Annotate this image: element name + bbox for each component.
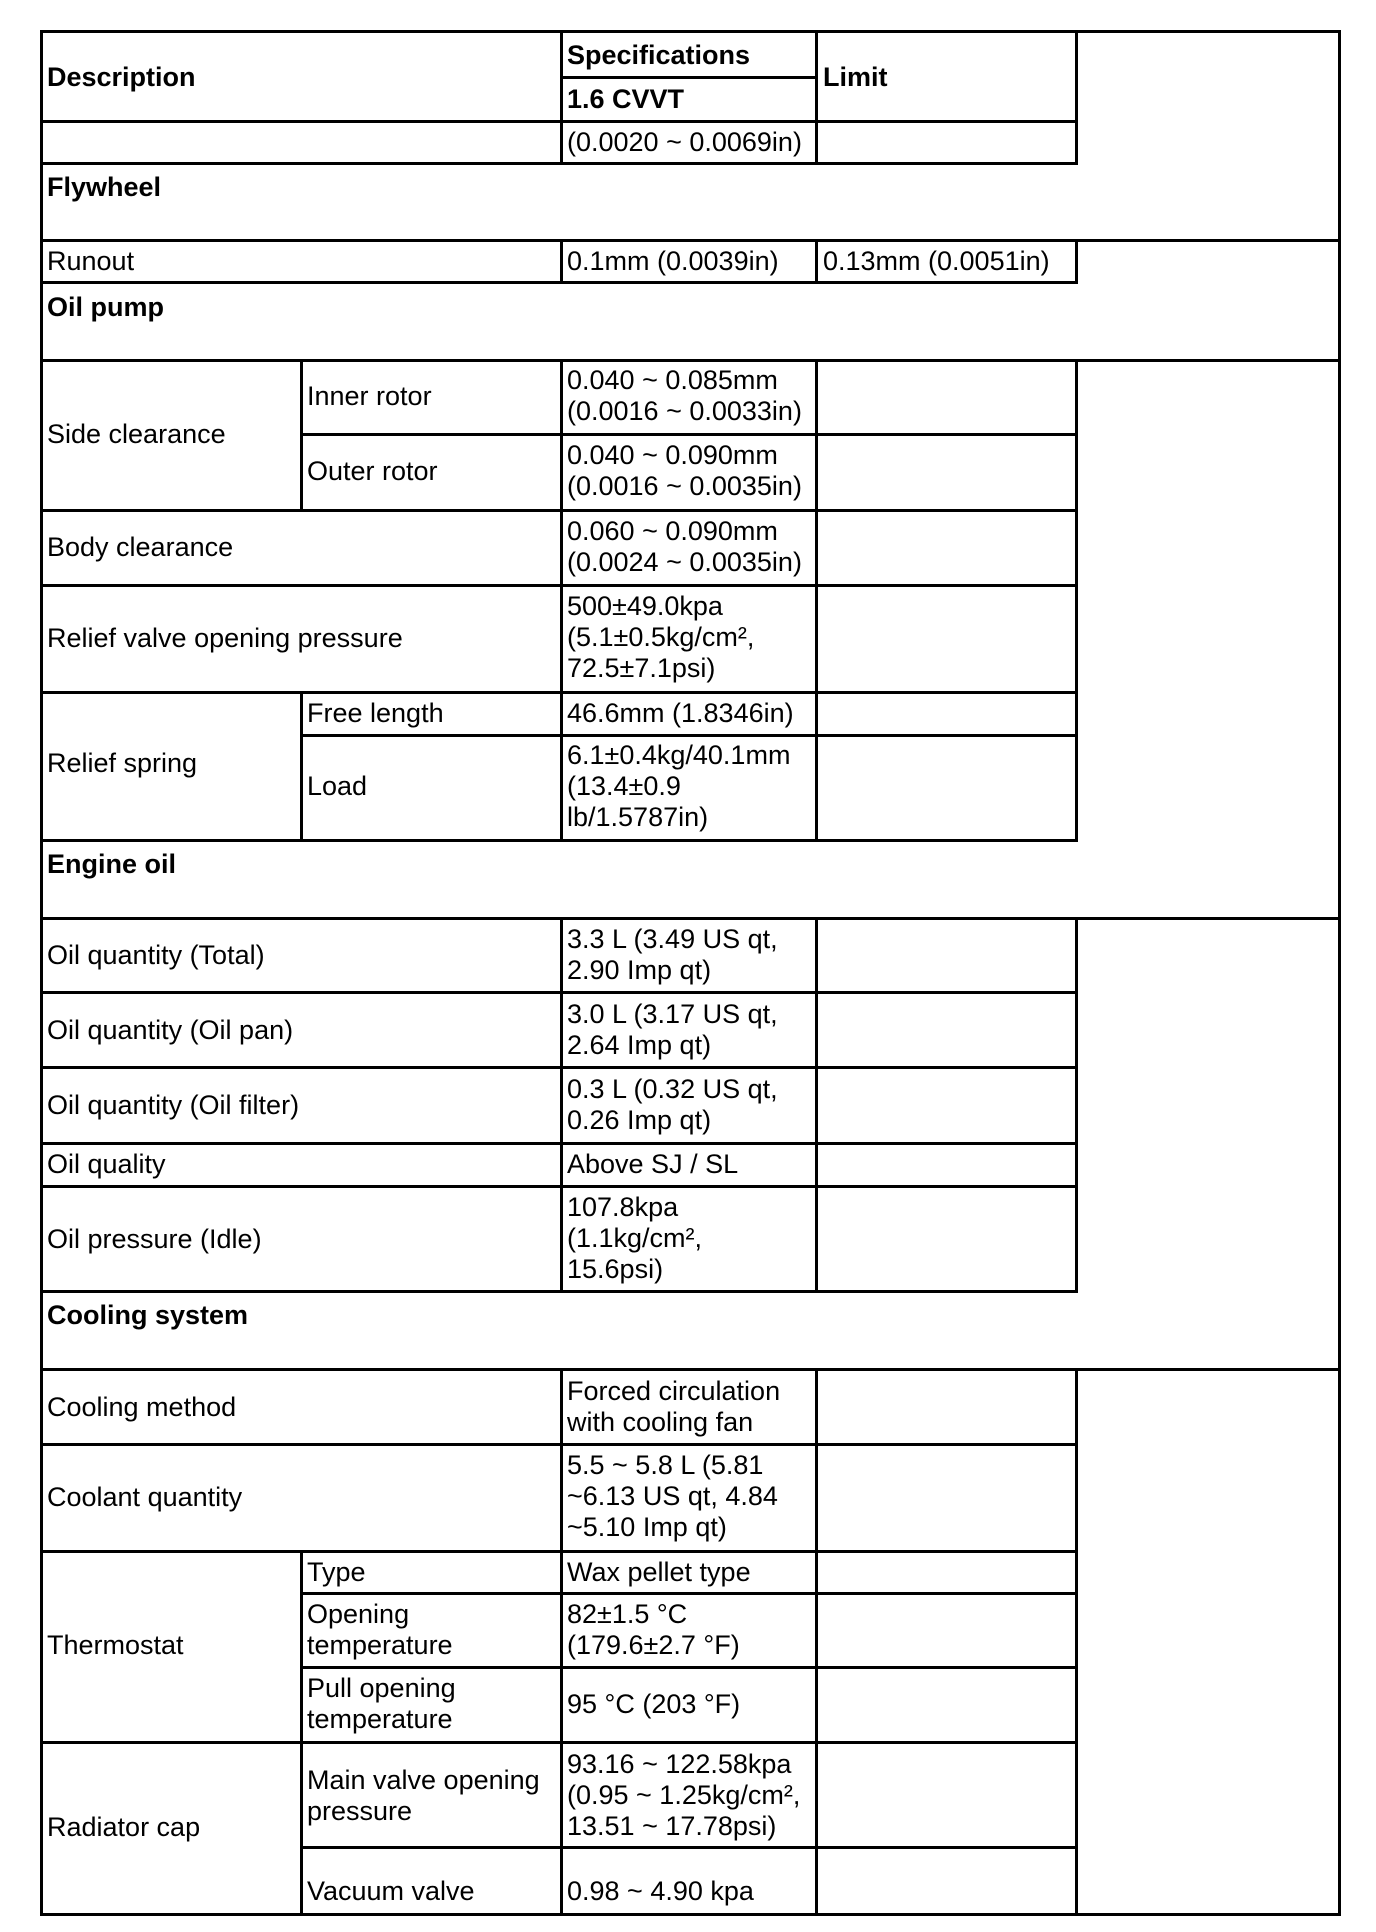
rule-spec-left-4 <box>560 917 563 1293</box>
rule-limit-left-5 <box>815 1368 818 1916</box>
carryover-spec: (0.0020 ~ 0.0069in) <box>567 127 802 157</box>
oil-pressure-label: Oil pressure (Idle) <box>47 1224 262 1254</box>
rule-header-split <box>560 76 818 79</box>
cooling-method-spec-l2: with cooling fan <box>567 1407 754 1437</box>
rule-right <box>1338 30 1341 1916</box>
thermostat-label: Thermostat <box>47 1630 184 1660</box>
oil-pressure-spec-l3: 15.6psi) <box>567 1254 664 1284</box>
main-valve-label-l2: pressure <box>307 1796 413 1826</box>
rule-sub-left-cooling <box>300 1550 303 1916</box>
thermostat-type-label: Type <box>307 1557 366 1587</box>
opening-temp-spec-l2: (179.6±2.7 °F) <box>567 1630 740 1660</box>
rule-thermostat-bottom <box>40 1741 1078 1744</box>
vacuum-valve-spec: 0.98 ~ 4.90 kpa <box>567 1876 754 1906</box>
rule-total-bottom <box>40 991 1078 994</box>
cooling-method-spec-l1: Forced circulation <box>567 1376 781 1406</box>
rule-flywheel-bottom <box>40 239 1341 242</box>
relief-valve-label: Relief valve opening pressure <box>47 623 403 653</box>
rule-carryover-bottom <box>40 162 1078 165</box>
relief-spring-label: Relief spring <box>47 748 198 778</box>
relief-valve-spec-l3: 72.5±7.1psi) <box>567 653 716 683</box>
pull-temp-spec: 95 °C (203 °F) <box>567 1689 741 1719</box>
inner-rotor-spec-l2: (0.0016 ~ 0.0033in) <box>567 396 802 426</box>
body-clearance-label: Body clearance <box>47 532 234 562</box>
oil-pan-spec-l2: 2.64 Imp qt) <box>567 1030 712 1060</box>
rule-limit-right-3 <box>1075 359 1078 842</box>
rule-side-clearance-bottom <box>40 509 1078 512</box>
coolant-label: Coolant quantity <box>47 1482 243 1512</box>
rule-spec-left-3 <box>560 359 563 842</box>
outer-rotor-label: Outer rotor <box>307 456 438 486</box>
rule-inner-rotor-bottom <box>300 433 1078 436</box>
rule-limit-left-2 <box>815 239 818 284</box>
coolant-spec-l2: ~6.13 US qt, 4.84 <box>567 1481 778 1511</box>
rule-engineoil-bottom <box>40 917 1341 920</box>
rule-oilfilter-bottom <box>40 1142 1078 1145</box>
spec-table <box>40 30 1341 1916</box>
load-label: Load <box>307 771 368 801</box>
oil-filter-label: Oil quantity (Oil filter) <box>47 1090 300 1120</box>
rule-oilpan-bottom <box>40 1066 1078 1069</box>
rule-spec-left-1 <box>560 30 563 165</box>
oil-quality-label: Oil quality <box>47 1149 166 1179</box>
free-length-label: Free length <box>307 698 444 728</box>
opening-temp-label-l2: temperature <box>307 1630 453 1660</box>
pull-temp-label-l1: Pull opening <box>307 1673 456 1703</box>
rule-limit-left-1 <box>815 30 818 165</box>
rule-quality-bottom <box>40 1185 1078 1188</box>
rule-bottom <box>40 1913 1341 1916</box>
header-specifications: Specifications <box>567 40 751 70</box>
rule-spec-left-5 <box>560 1368 563 1916</box>
opening-temp-label-l1: Opening <box>307 1599 410 1629</box>
rule-spec-left-2 <box>560 239 563 284</box>
main-valve-spec-l1: 93.16 ~ 122.58kpa <box>567 1749 792 1779</box>
rule-runout-bottom <box>40 281 1078 284</box>
oil-pan-label: Oil quantity (Oil pan) <box>47 1015 294 1045</box>
main-valve-spec-l2: (0.95 ~ 1.25kg/cm², <box>567 1780 801 1810</box>
runout-spec: 0.1mm (0.0039in) <box>567 246 779 276</box>
runout-label: Runout <box>47 246 135 276</box>
pull-temp-label-l2: temperature <box>307 1704 453 1734</box>
load-spec-l1: 6.1±0.4kg/40.1mm <box>567 740 791 770</box>
relief-valve-spec-l2: (5.1±0.5kg/cm², <box>567 622 755 652</box>
rule-main-valve-bottom <box>300 1846 1078 1849</box>
oil-total-label: Oil quantity (Total) <box>47 940 265 970</box>
inner-rotor-spec-l1: 0.040 ~ 0.085mm <box>567 365 778 395</box>
outer-rotor-spec-l2: (0.0016 ~ 0.0035in) <box>567 471 802 501</box>
rule-header-bottom <box>40 120 1078 123</box>
main-valve-spec-l3: 13.51 ~ 17.78psi) <box>567 1811 777 1841</box>
side-clearance-label: Side clearance <box>47 419 226 449</box>
opening-temp-spec-l1: 82±1.5 °C <box>567 1599 688 1629</box>
coolant-spec-l1: 5.5 ~ 5.8 L (5.81 <box>567 1450 764 1480</box>
section-title-oil-pump: Oil pump <box>47 292 164 322</box>
rule-limit-left-4 <box>815 917 818 1293</box>
thermostat-type-spec: Wax pellet type <box>567 1557 751 1587</box>
load-spec-l3: lb/1.5787in) <box>567 802 709 832</box>
runout-limit: 0.13mm (0.0051in) <box>823 246 1050 276</box>
rule-free-length-bottom <box>300 734 1078 737</box>
oil-pressure-spec-l1: 107.8kpa <box>567 1192 679 1222</box>
section-title-flywheel: Flywheel <box>47 172 162 202</box>
rule-sub-left-oilpump-a <box>300 359 303 512</box>
section-title-engine-oil: Engine oil <box>47 849 177 879</box>
rule-pressure-bottom <box>40 1290 1078 1293</box>
oil-pressure-spec-l2: (1.1kg/cm², <box>567 1223 703 1253</box>
radiator-cap-label: Radiator cap <box>47 1812 201 1842</box>
coolant-spec-l3: ~5.10 Imp qt) <box>567 1512 727 1542</box>
rule-type-bottom <box>300 1592 1078 1595</box>
rule-limit-right-5 <box>1075 1368 1078 1916</box>
oil-pan-spec-l1: 3.0 L (3.17 US qt, <box>567 999 778 1029</box>
section-title-cooling: Cooling system <box>47 1300 249 1330</box>
free-length-spec: 46.6mm (1.8346in) <box>567 698 794 728</box>
rule-top <box>40 30 1341 33</box>
rule-limit-right-1 <box>1075 30 1078 165</box>
oil-total-spec-l2: 2.90 Imp qt) <box>567 955 712 985</box>
rule-method-bottom <box>40 1443 1078 1446</box>
vacuum-valve-label: Vacuum valve <box>307 1876 475 1906</box>
main-valve-label-l1: Main valve opening <box>307 1765 540 1795</box>
rule-opening-bottom <box>300 1666 1078 1669</box>
rule-left <box>40 30 43 1916</box>
load-spec-l2: (13.4±0.9 <box>567 771 681 801</box>
rule-limit-right-4 <box>1075 917 1078 1293</box>
rule-limit-right-2 <box>1075 239 1078 284</box>
header-engine: 1.6 CVVT <box>567 84 685 114</box>
header-limit: Limit <box>823 62 888 92</box>
body-clearance-spec-l1: 0.060 ~ 0.090mm <box>567 516 778 546</box>
rule-relief-spring-bottom <box>40 839 1078 842</box>
inner-rotor-label: Inner rotor <box>307 381 432 411</box>
rule-relief-valve-bottom <box>40 691 1078 694</box>
rule-body-clearance-bottom <box>40 584 1078 587</box>
body-clearance-spec-l2: (0.0024 ~ 0.0035in) <box>567 547 802 577</box>
rule-coolant-bottom <box>40 1550 1078 1553</box>
relief-valve-spec-l1: 500±49.0kpa <box>567 591 723 621</box>
rule-sub-left-oilpump-b <box>300 691 303 842</box>
header-description: Description <box>47 62 196 92</box>
rule-oilpump-bottom <box>40 359 1341 362</box>
rule-cooling-bottom <box>40 1368 1341 1371</box>
oil-filter-spec-l2: 0.26 Imp qt) <box>567 1105 712 1135</box>
rule-limit-left-3 <box>815 359 818 842</box>
outer-rotor-spec-l1: 0.040 ~ 0.090mm <box>567 440 778 470</box>
cooling-method-label: Cooling method <box>47 1392 237 1422</box>
oil-quality-spec: Above SJ / SL <box>567 1149 739 1179</box>
oil-total-spec-l1: 3.3 L (3.49 US qt, <box>567 924 778 954</box>
oil-filter-spec-l1: 0.3 L (0.32 US qt, <box>567 1074 778 1104</box>
